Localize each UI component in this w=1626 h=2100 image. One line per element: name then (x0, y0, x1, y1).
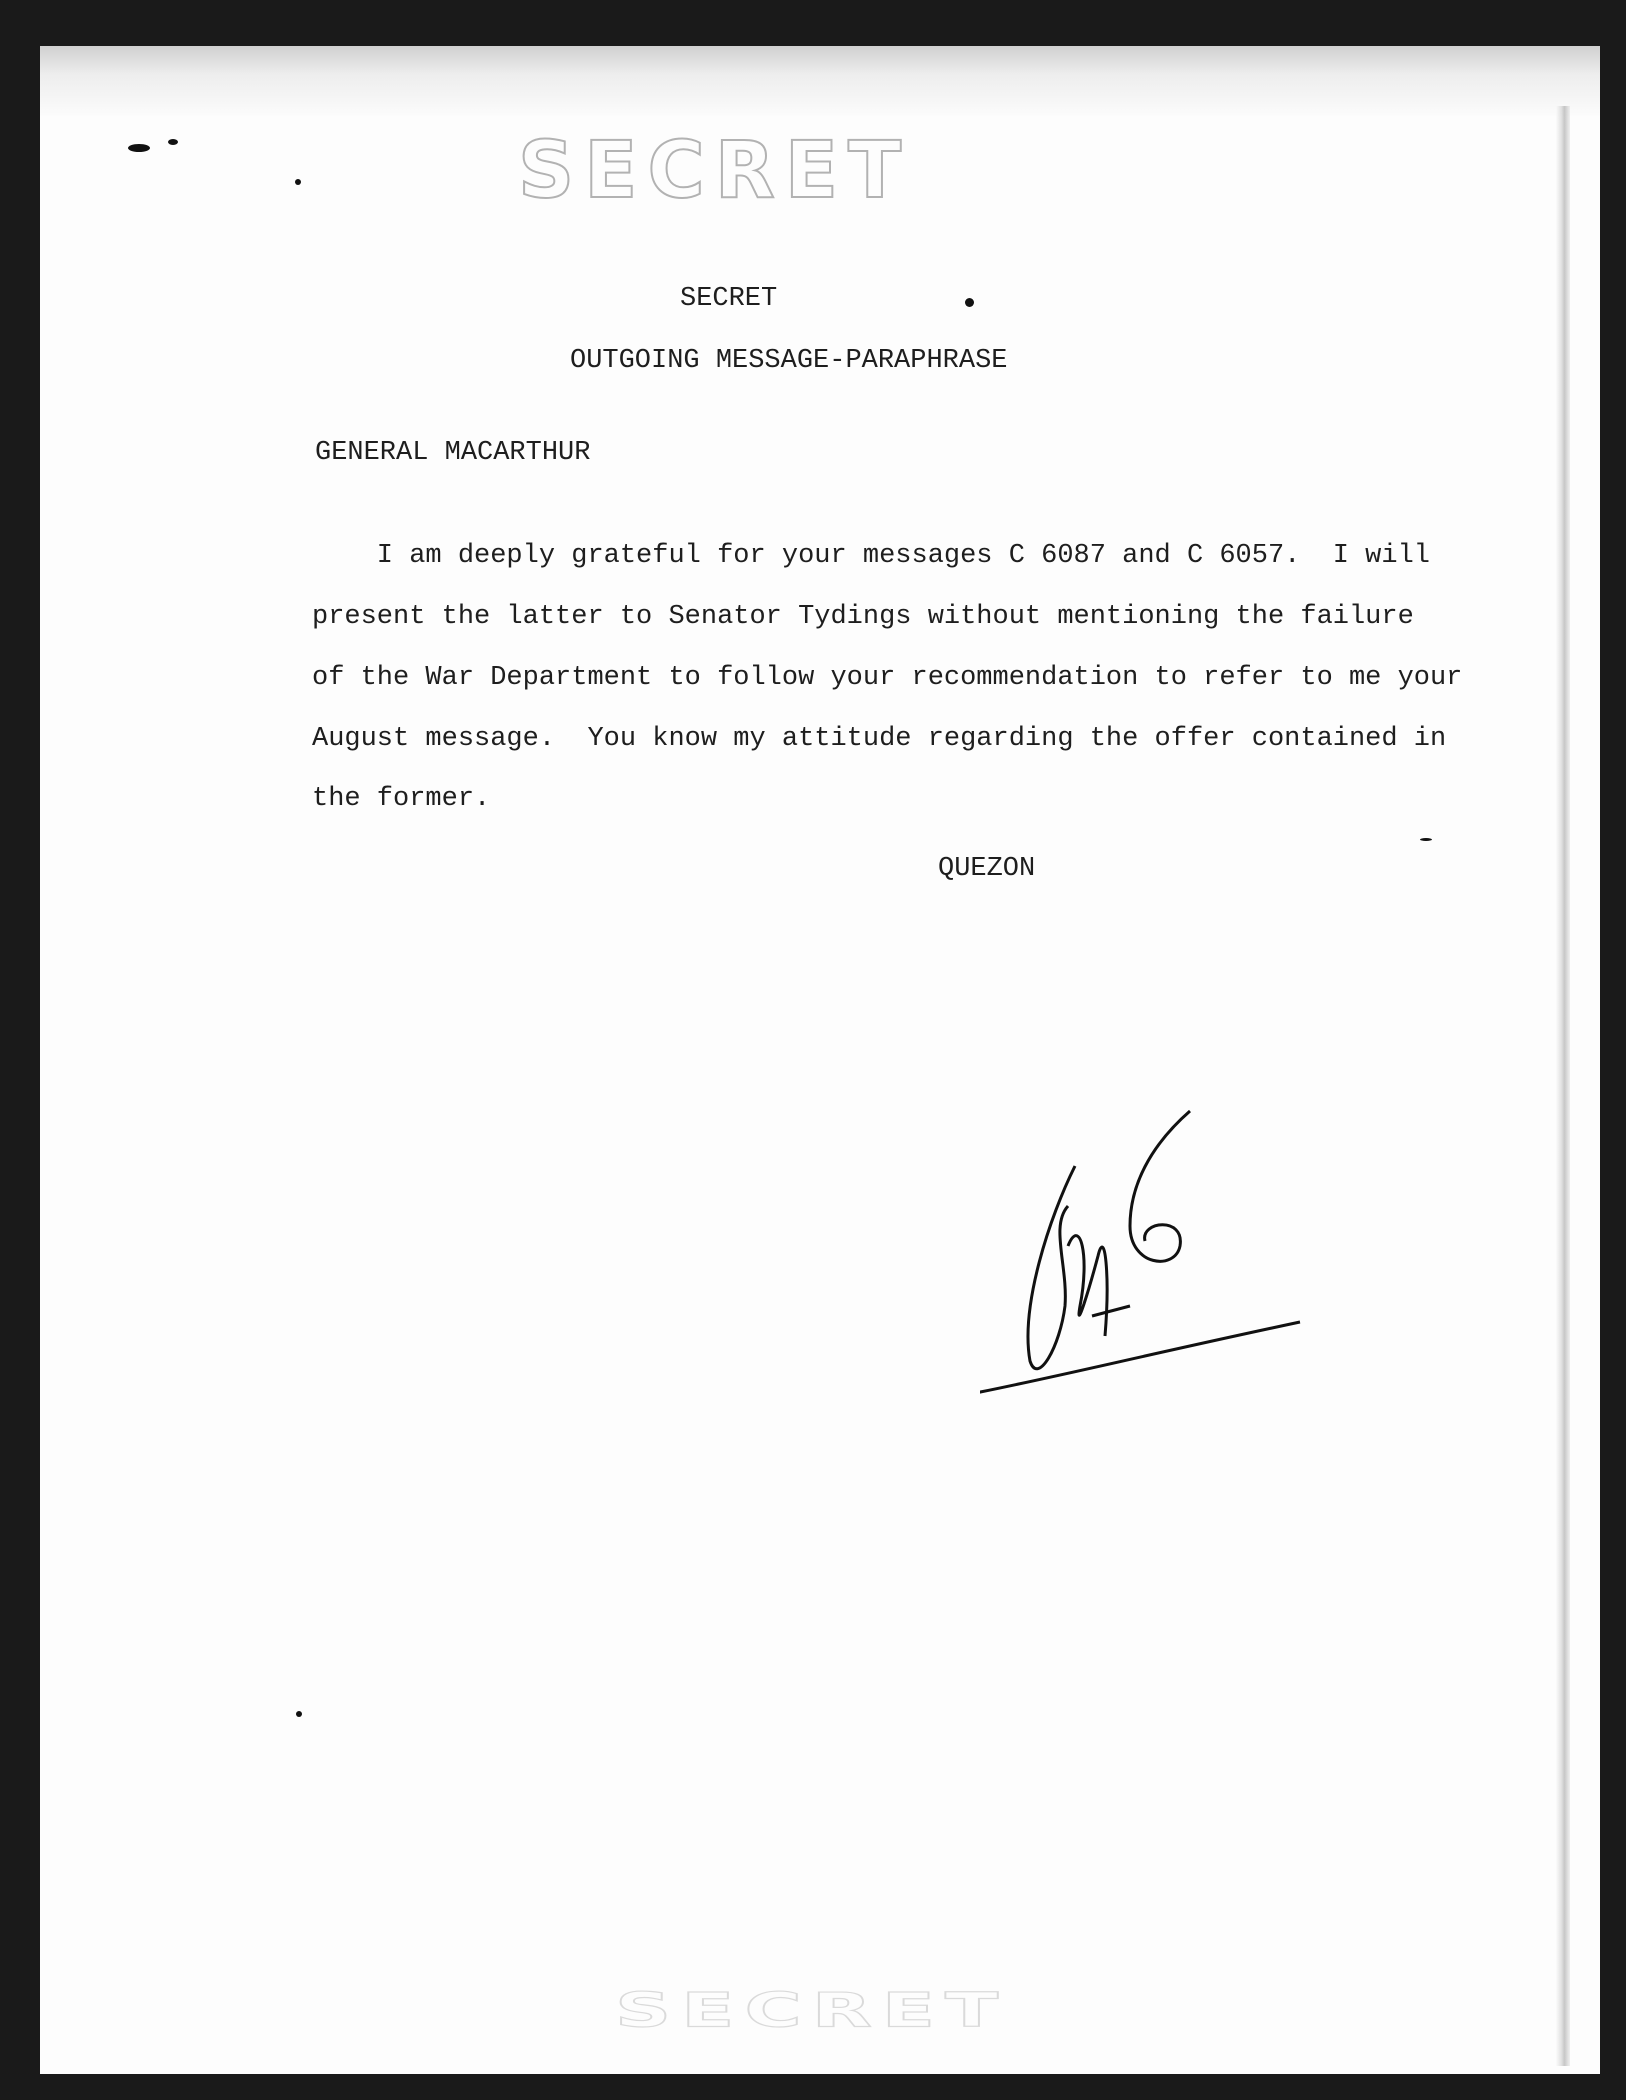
handwritten-initials-signature (980, 1106, 1310, 1406)
ink-speck (965, 298, 974, 307)
ink-speck (128, 144, 150, 152)
ink-speck (1420, 838, 1432, 841)
body-line: present the latter to Senator Tydings without mentioning the failure (312, 602, 1414, 632)
message-title: OUTGOING MESSAGE-PARAPHRASE (570, 346, 1008, 376)
body-line: the former. (312, 784, 491, 814)
ink-speck (168, 139, 178, 145)
ink-speck (296, 1711, 302, 1717)
ink-speck (295, 179, 301, 185)
body-line: August message. You know my attitude regarding the offer contained in (312, 724, 1447, 754)
document-page (40, 46, 1600, 2074)
body-line: I am deeply grateful for your messages C 6087 and C 6057. I will (312, 541, 1430, 571)
body-line: of the War Department to follow your recommendation to refer to me your (312, 663, 1463, 693)
scan-shadow-right (1556, 106, 1570, 2066)
signature-name: QUEZON (938, 854, 1036, 884)
secret-stamp-bottom: SECRET (615, 1984, 1009, 2038)
classification-heading: SECRET (680, 284, 778, 314)
secret-stamp-top: SECRET (518, 126, 912, 216)
scan-shadow-top (40, 46, 1600, 116)
addressee: GENERAL MACARTHUR (315, 438, 591, 468)
